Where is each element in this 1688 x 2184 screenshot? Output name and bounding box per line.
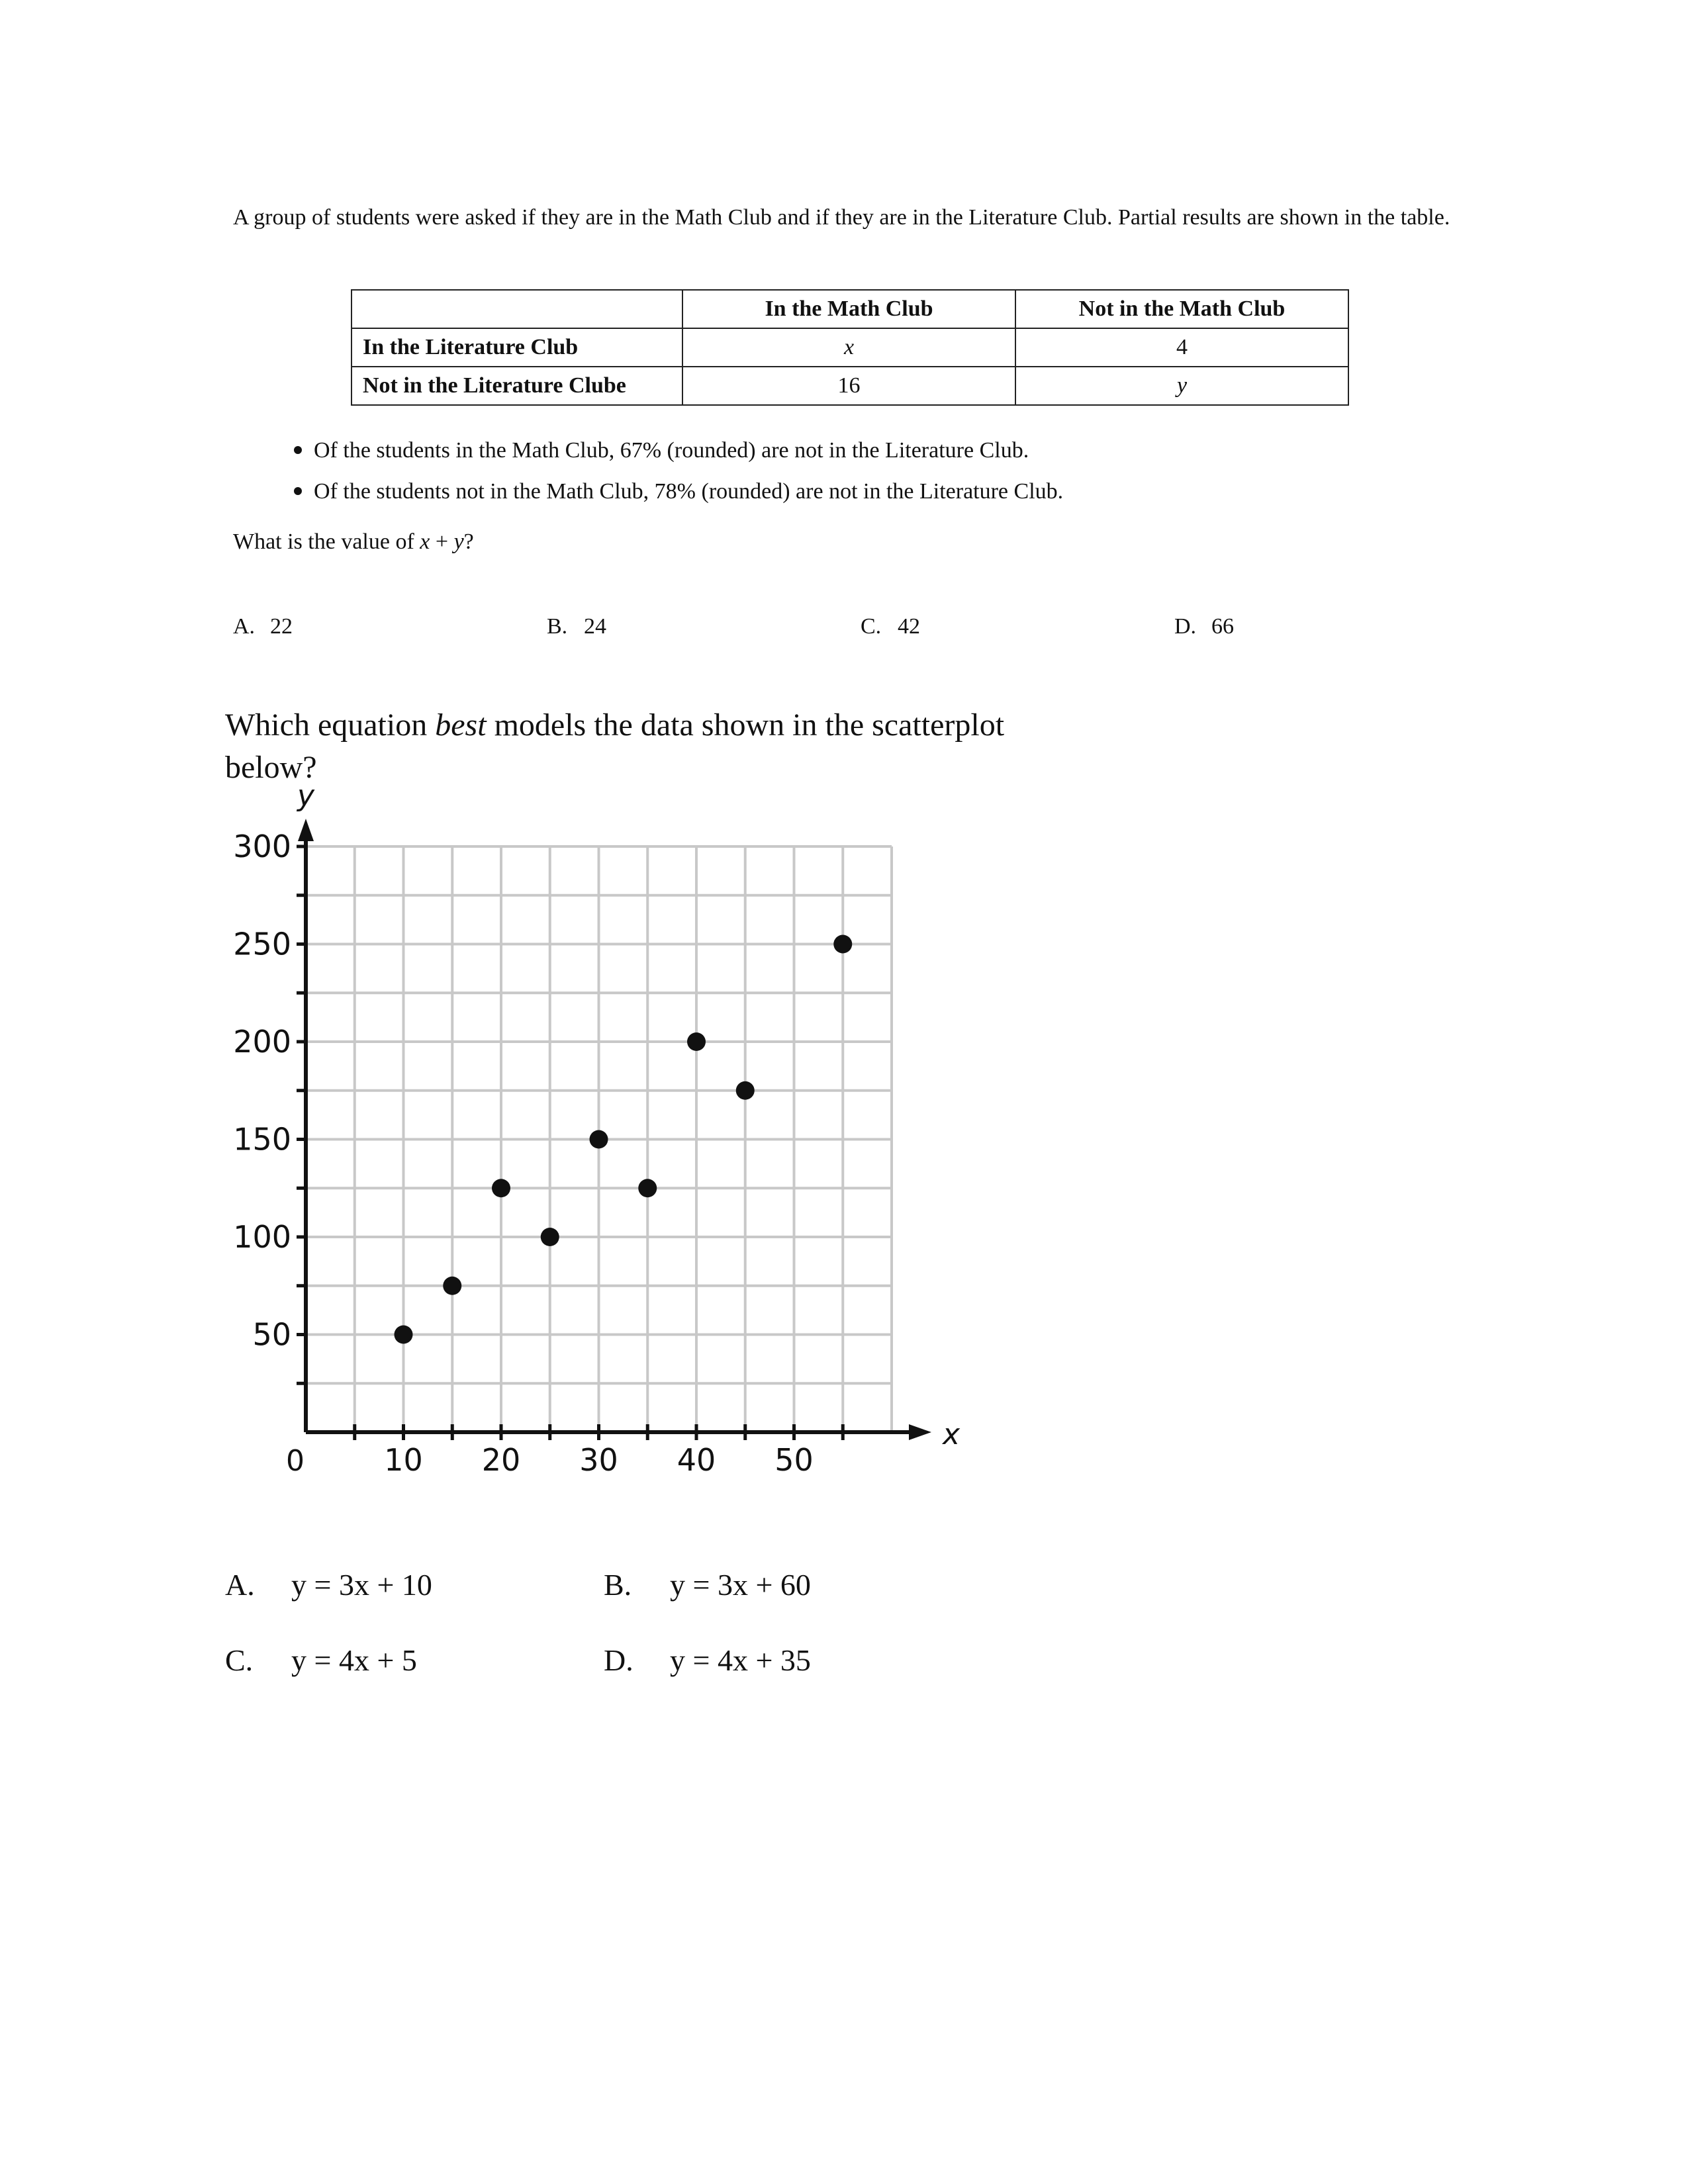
y-tick-label: 100 — [233, 1219, 291, 1255]
cell-not-literature-math: 16 — [682, 367, 1015, 405]
choice-equation: y = 3x + 60 — [670, 1568, 811, 1602]
question1-prompt — [233, 529, 474, 555]
question1-intro: A group of students were asked if they are in the Math Club and if they are in the Literature Club. Partial results are shown in the table. — [233, 205, 1450, 230]
bullet-icon — [294, 487, 302, 495]
data-point — [541, 1228, 559, 1246]
choice-letter: C. — [861, 614, 882, 639]
two-way-table — [351, 289, 1349, 406]
axes — [286, 779, 961, 1478]
choice-letter: D. — [1174, 614, 1197, 639]
y-tick-label: 250 — [233, 926, 291, 962]
choice-equation: y = 4x + 5 — [291, 1643, 417, 1677]
choice-letter: A. — [233, 614, 256, 639]
data-point — [833, 935, 852, 954]
x-tick-label: 50 — [774, 1442, 814, 1478]
table-corner-cell — [352, 290, 682, 328]
header-in-math-club: In the Math Club — [682, 290, 1015, 328]
choice-equation: y = 4x + 35 — [670, 1643, 811, 1677]
q2-choice-d[interactable] — [604, 1643, 811, 1678]
y-tick-label: 300 — [233, 829, 291, 864]
data-point — [736, 1081, 755, 1100]
prompt-part2: models the data shown in the scatterplot below? — [225, 707, 1005, 785]
x-tick-label: 20 — [481, 1442, 521, 1478]
x-axis-label: x — [942, 1418, 961, 1451]
q1-choice-d[interactable] — [1174, 614, 1234, 639]
choice-value: 24 — [584, 614, 606, 639]
y-axis-arrow-icon — [298, 819, 314, 841]
data-point — [638, 1179, 657, 1197]
choice-letter: D. — [604, 1643, 633, 1677]
question-var-x: x — [420, 529, 430, 554]
choice-letter: B. — [604, 1568, 632, 1602]
ticks — [233, 829, 843, 1478]
choice-value: 22 — [270, 614, 293, 639]
choice-letter: C. — [225, 1643, 254, 1677]
table-header-row — [352, 290, 1348, 328]
data-point — [687, 1032, 706, 1051]
q1-choice-a[interactable] — [233, 614, 293, 639]
cell-literature-not-math: 4 — [1015, 328, 1348, 367]
condition-text: Of the students not in the Math Club, 78% (rounded) are not in the Literature Club. — [314, 479, 1064, 504]
x-tick-label: 10 — [384, 1442, 423, 1478]
choice-letter: B. — [547, 614, 568, 639]
choice-equation: y = 3x + 10 — [291, 1568, 432, 1602]
q1-choice-b[interactable] — [547, 614, 606, 639]
q2-choice-b[interactable] — [604, 1567, 811, 1602]
data-point — [590, 1130, 608, 1149]
row-label-literature: In the Literature Club — [352, 328, 682, 367]
list-item — [285, 430, 1063, 471]
y-tick-label: 200 — [233, 1024, 291, 1060]
question1-conditions — [285, 430, 1063, 512]
cell-not-literature-not-math: y — [1015, 367, 1348, 405]
data-point — [492, 1179, 510, 1197]
origin-label: 0 — [286, 1444, 305, 1478]
choice-value: 66 — [1211, 614, 1234, 639]
data-point — [443, 1277, 461, 1295]
question-prefix: What is the value of — [233, 529, 420, 554]
bullet-icon — [294, 446, 302, 454]
header-not-in-math-club: Not in the Math Club — [1015, 290, 1348, 328]
x-axis-arrow-icon — [909, 1424, 931, 1440]
scatterplot — [199, 779, 980, 1529]
question-suffix: ? — [463, 529, 474, 554]
data-point — [395, 1326, 413, 1344]
question2-prompt — [225, 704, 1019, 789]
q2-choice-c[interactable] — [225, 1643, 417, 1678]
table-row — [352, 367, 1348, 405]
question-plus: + — [430, 529, 454, 554]
q1-choice-c[interactable] — [861, 614, 920, 639]
y-tick-label: 150 — [233, 1121, 291, 1158]
y-tick-label: 50 — [252, 1316, 291, 1353]
prompt-emphasis: best — [435, 707, 487, 743]
table-row — [352, 328, 1348, 367]
question-var-y: y — [453, 529, 464, 554]
x-tick-label: 30 — [579, 1442, 618, 1478]
prompt-part1: Which equation — [225, 707, 436, 743]
condition-text: Of the students in the Math Club, 67% (rounded) are not in the Literature Club. — [314, 438, 1029, 463]
list-item — [285, 471, 1063, 512]
x-tick-label: 40 — [677, 1442, 716, 1478]
row-label-not-literature: Not in the Literature Clube — [352, 367, 682, 405]
cell-literature-math: x — [682, 328, 1015, 367]
y-axis-label: y — [297, 779, 315, 813]
choice-value: 42 — [898, 614, 920, 639]
choice-letter: A. — [225, 1568, 255, 1602]
q2-choice-a[interactable] — [225, 1567, 432, 1602]
